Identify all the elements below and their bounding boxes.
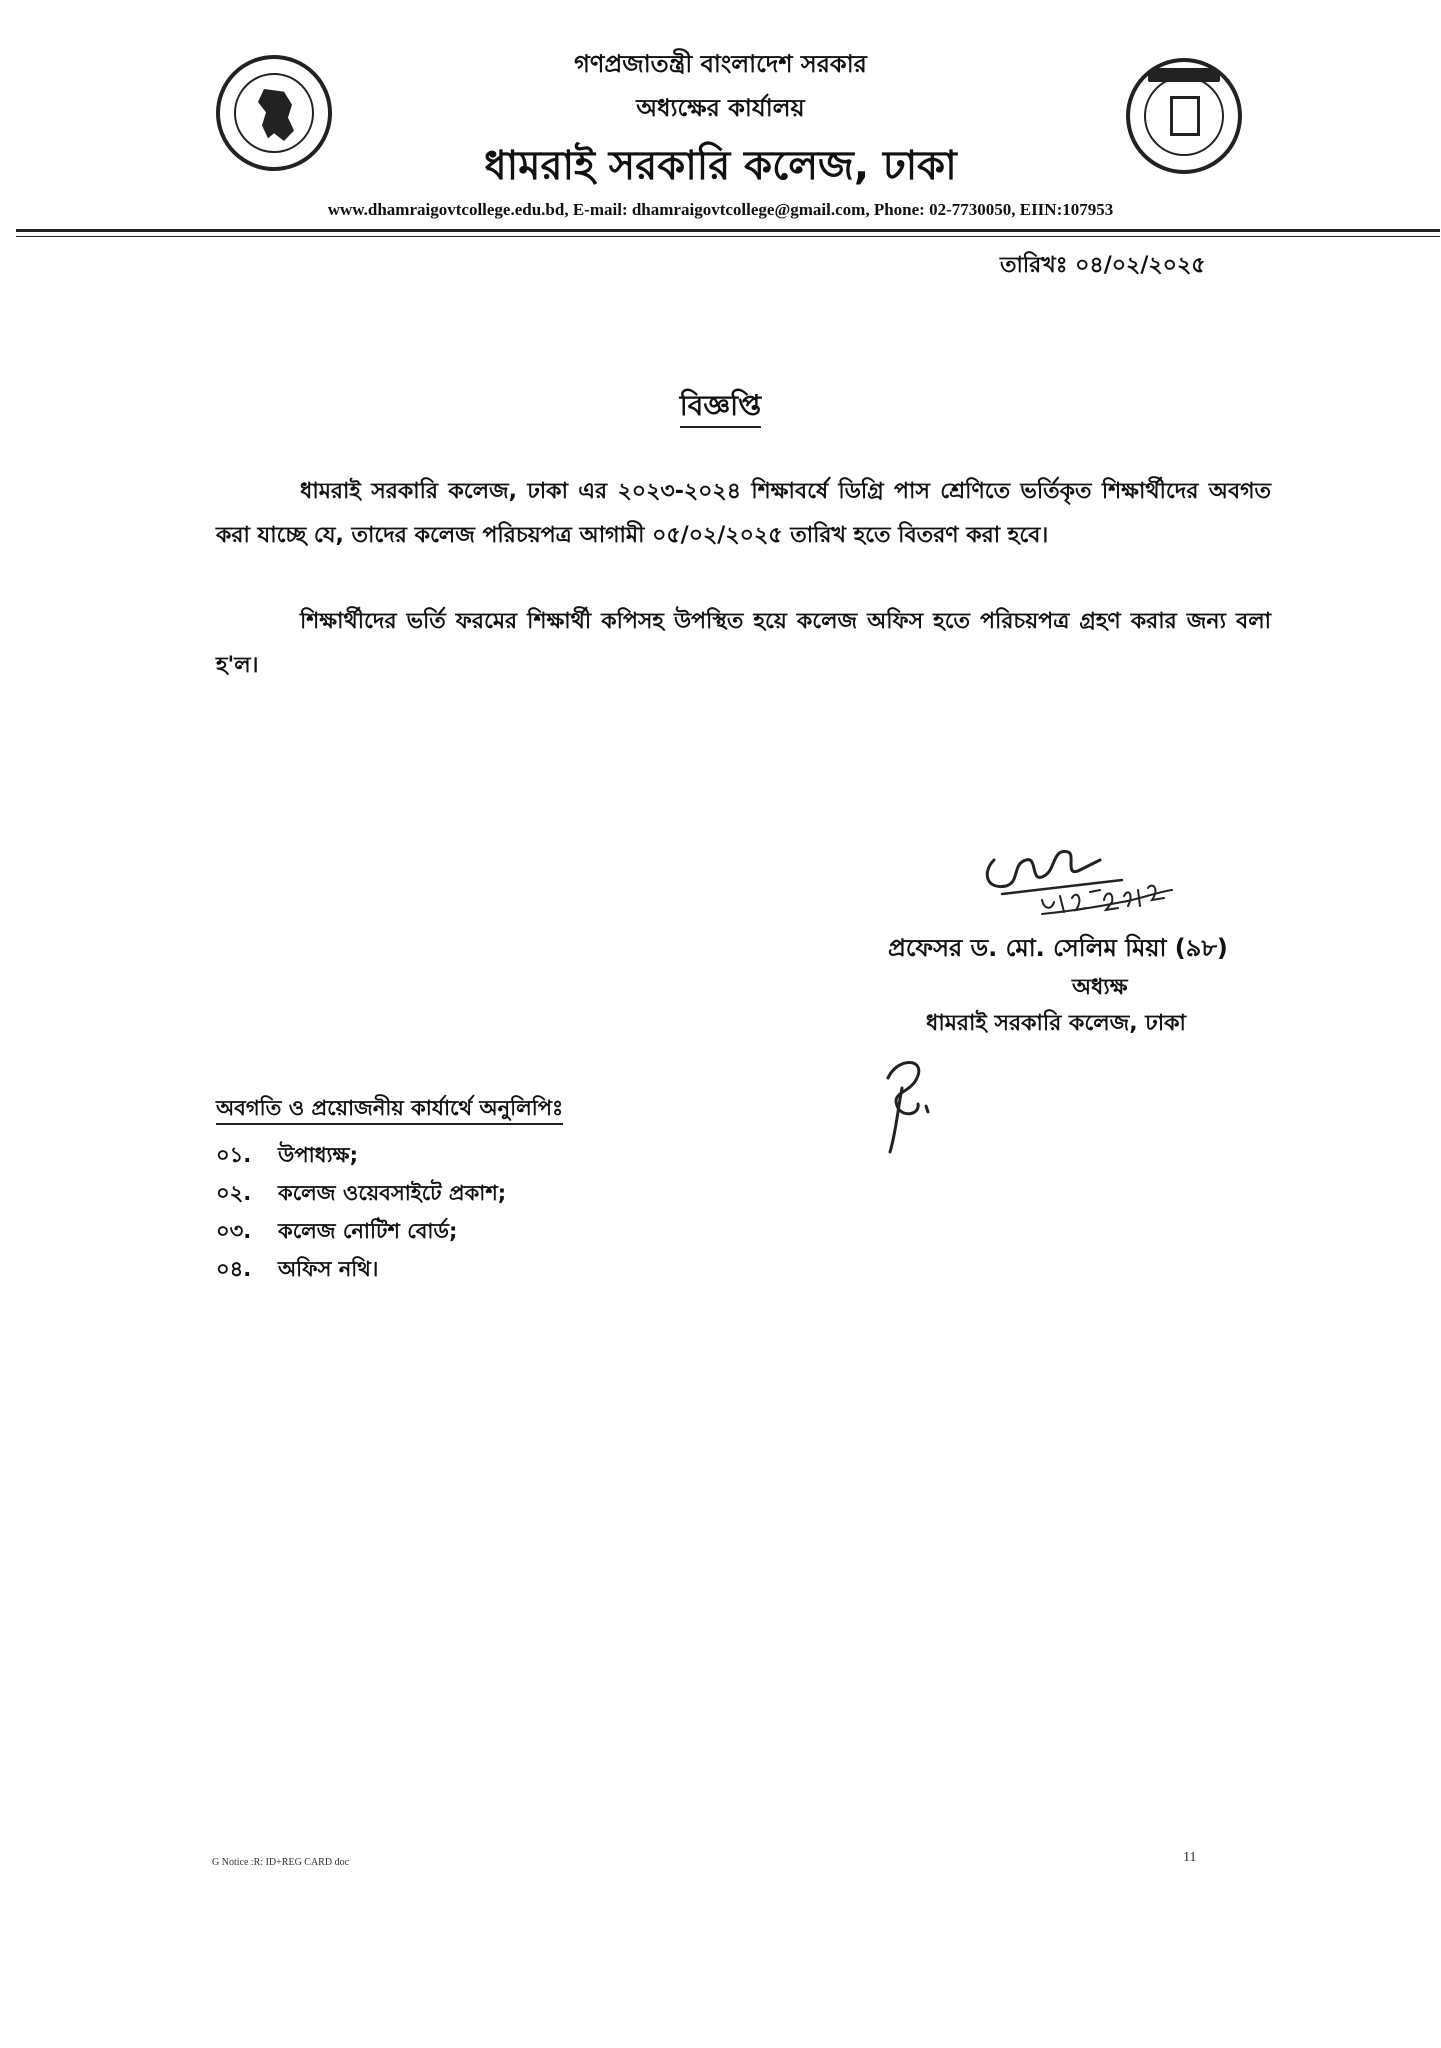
- header-divider-thin: [16, 236, 1440, 237]
- notice-title: [0, 384, 1441, 431]
- list-item-number: ০৪.: [216, 1257, 252, 1281]
- signatory-institution: ধামরাই সরকারি কলেজ, ঢাকা: [926, 1011, 1186, 1036]
- government-heading: গণপ্রজাতন্ত্রী বাংলাদেশ সরকার: [574, 50, 867, 78]
- notice-title-text: বিজ্ঞপ্তি: [680, 389, 761, 428]
- handwritten-signature: [972, 830, 1182, 920]
- notice-paragraph-2: শিক্ষার্থীদের ভর্তি ফরমের শিক্ষার্থী কপিসহ উপস্থিত হয়ে কলেজ অফিস হতে পরিচয়পত্র গ্রহণ করার জন্য বলা হ'ল।: [216, 609, 1271, 678]
- footer-page-number: 11: [1183, 1850, 1197, 1865]
- copy-to-list: [216, 1136, 506, 1288]
- header-divider: [16, 229, 1440, 232]
- copy-to-heading: [216, 1092, 563, 1127]
- list-item-number: ০১.: [216, 1143, 252, 1167]
- notice-date: তারিখঃ ০৪/০২/২০২৫: [1000, 253, 1206, 278]
- list-item: [216, 1250, 506, 1288]
- contact-line: www.dhamraigovtcollege.edu.bd, E-mail: dhamraigovtcollege@gmail.com, Phone: 02-7730050, EIIN:107953: [327, 200, 1114, 219]
- copy-to-heading-text: অবগতি ও প্রয়োজনীয় কার্যার্থে অনুলিপিঃ: [216, 1096, 563, 1125]
- notice-paragraph-1: ধামরাই সরকারি কলেজ, ঢাকা এর ২০২৩-২০২৪ শিক্ষাবর্ষে ডিগ্রি পাস শ্রেণিতে ভর্তিকৃত শিক্ষার্থীদের অবগত করা যাচ্ছে যে, তাদের কলেজ পরিচয়পত্র আগামী ০৫/০২/২০২৫ তারিখ হতে বিতরণ করা হবে।: [216, 479, 1271, 548]
- list-item: [216, 1212, 506, 1250]
- list-item-text: অফিস নথি।: [278, 1257, 379, 1281]
- list-item: [216, 1136, 506, 1174]
- signatory-designation: অধ্যক্ষ: [1072, 975, 1128, 1000]
- list-item-text: কলেজ নোটিশ বোর্ড;: [278, 1219, 458, 1243]
- list-item: [216, 1174, 506, 1212]
- handwritten-initial: [868, 1048, 948, 1158]
- list-item-number: ০৩.: [216, 1219, 252, 1243]
- footer-file-path: G Notice :R: ID+REG CARD doc: [212, 1857, 350, 1868]
- list-item-text: উপাধ্যক্ষ;: [278, 1143, 358, 1167]
- college-name-heading: ধামরাই সরকারি কলেজ, ঢাকা: [484, 143, 957, 189]
- list-item-text: কলেজ ওয়েবসাইটে প্রকাশ;: [278, 1181, 507, 1205]
- list-item-number: ০২.: [216, 1181, 252, 1205]
- signatory-name: প্রফেসর ড. মো. সেলিম মিয়া (৯৮): [888, 934, 1228, 962]
- office-heading: অধ্যক্ষের কার্যালয়: [636, 94, 805, 122]
